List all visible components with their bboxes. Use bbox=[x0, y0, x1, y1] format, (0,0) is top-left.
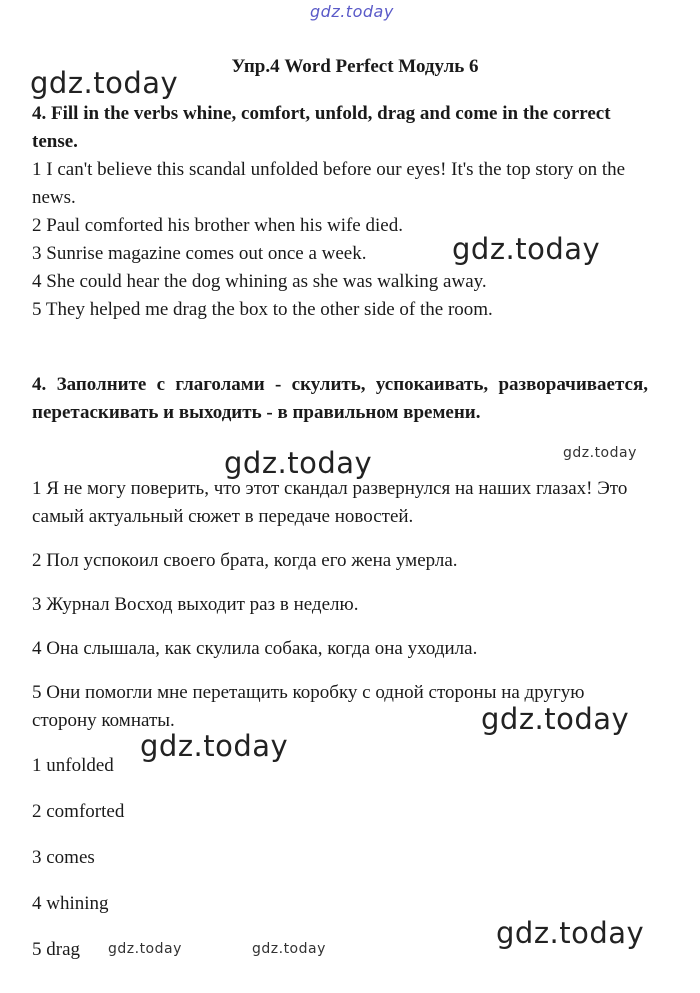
watermark: gdz.today bbox=[108, 941, 182, 957]
english-item-5: 5 They helped me drag the box to the other side of the room. bbox=[32, 299, 493, 320]
russian-heading: 4. Заполните с глаголами - скулить, успокаивать, разворачивается, перетаскивать и выходить - в правильном времени. bbox=[32, 374, 648, 423]
watermark: gdz.today bbox=[252, 941, 326, 957]
russian-section bbox=[32, 371, 648, 427]
english-item-3: 3 Sunrise magazine comes out once a week. bbox=[32, 243, 367, 264]
watermark-top: gdz.today bbox=[310, 2, 394, 21]
watermark: gdz.today bbox=[496, 916, 645, 950]
english-section bbox=[32, 100, 648, 324]
russian-item-5: 5 Они помогли мне перетащить коробку с одной стороны на другую сторону комнаты. bbox=[32, 682, 585, 731]
watermark: gdz.today bbox=[563, 445, 637, 461]
answer-4: 4 whining bbox=[32, 893, 109, 914]
answers-list bbox=[32, 752, 648, 964]
watermark: gdz.today bbox=[224, 446, 373, 480]
english-item-1: 1 I can't believe this scandal unfolded before our eyes! It's the top story on the news. bbox=[32, 159, 626, 208]
english-heading: 4. Fill in the verbs whine, comfort, unfold, drag and come in the correct tense. bbox=[32, 103, 611, 152]
answer-1: 1 unfolded bbox=[32, 755, 114, 776]
english-item-4: 4 She could hear the dog whining as she was walking away. bbox=[32, 271, 487, 292]
watermark: gdz.today bbox=[140, 729, 289, 763]
russian-item-3: 3 Журнал Восход выходит раз в неделю. bbox=[32, 594, 359, 615]
watermark: gdz.today bbox=[452, 232, 601, 266]
russian-items bbox=[32, 475, 648, 735]
watermark: gdz.today bbox=[30, 66, 179, 100]
page-title: Упр.4 Word Perfect Модуль 6 bbox=[231, 56, 479, 77]
english-item-2: 2 Paul comforted his brother when his wife died. bbox=[32, 215, 403, 236]
russian-item-2: 2 Пол успокоил своего брата, когда его жена умерла. bbox=[32, 550, 458, 571]
answer-2: 2 comforted bbox=[32, 801, 125, 822]
answer-5: 5 drag bbox=[32, 939, 81, 960]
answer-3: 3 comes bbox=[32, 847, 95, 868]
russian-item-4: 4 Она слышала, как скулила собака, когда она уходила. bbox=[32, 638, 478, 659]
russian-item-1: 1 Я не могу поверить, что этот скандал развернулся на наших глазах! Это самый актуальный сюжет в передаче новостей. bbox=[32, 478, 628, 527]
watermark: gdz.today bbox=[481, 702, 630, 736]
